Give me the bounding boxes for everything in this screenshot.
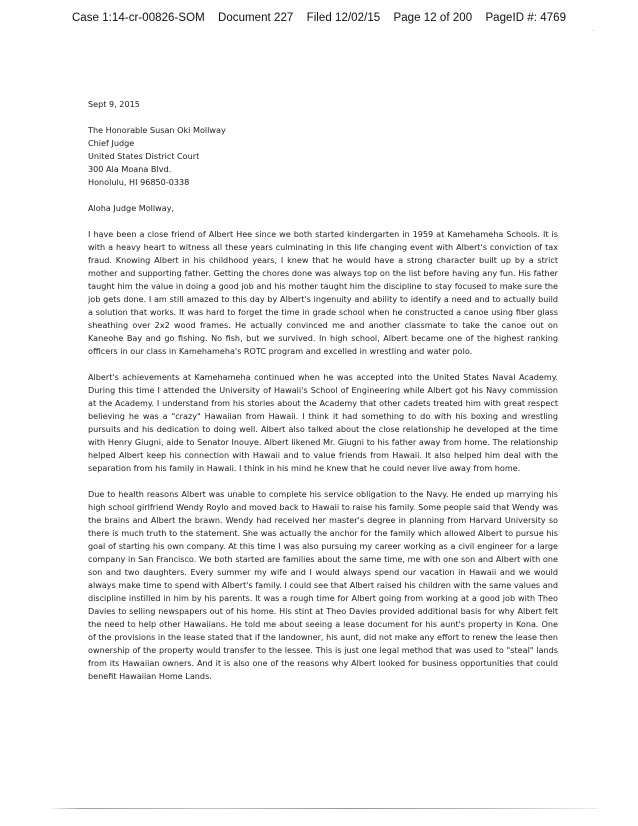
paragraph-family-and-career: Due to health reasons Albert was unable to complete his service obligation to the Navy. He ended up marrying his high school girlfriend Wendy Roylo and moved back to Hawaii to raise his family. Some people said that Wendy was the brains and Albert the brawn. Wendy had received her master's degree in planning from Harvard University so there is much truth to the statement. She was actually the anchor for the family which allowed Albert to pursue his goal of starting his own company. At this time I was also pursuing my career working as a civil engineer for a large company in San Francisco. We both started are families about the same time, me with one son and Albert with one son and two daughters. Every summer my wife and I would always spend our vacation in Hawaii and we would always make time to spend with Albert's family. I could see that Albert raised his children with the same values and discipline instilled in him by his parents. It was a rough time for Albert going from working at a good job with Theo Davies to selling newspapers out of his home. His stint at Theo Davies provided additional basis for why Albert felt the need to help other Hawaiians. He told me about seeing a lease document for his aunt's property in Kona. One of the provisions in the lease stated that if the landowner, his aunt, did not make any effort to renew the lease then ownership of the property would transfer to the lessee. This is just one legal method that was used to "steal" lands from its Hawaiian owners. And it is also one of the reasons why Albert looked for business opportunities that could benefit Hawaiian Home Lands. — [88, 489, 558, 681]
scan-speck — [593, 30, 594, 31]
address-line: 300 Ala Moana Blvd. — [88, 164, 172, 174]
salutation: Aloha Judge Mollway, — [88, 203, 175, 213]
scan-edge-line — [48, 808, 598, 809]
page-id: PageID #: 4769 — [485, 12, 567, 24]
recipient-address — [88, 124, 558, 189]
document-number: Document 227 — [217, 12, 294, 24]
paragraph-naval-academy: Albert's achievements at Kamehameha continued when he was accepted into the United States Naval Academy. During this time I attended the University of Hawaii's School of Engineering while Albert got his Navy commission at the Academy. I understand from his stories about the Academy that other cadets treated him with great respect believing he was a "crazy" Hawaiian from Hawaii. I think it had something to do with his boxing and wrestling pursuits and his dedication to doing well. Albert also talked about the close relationship he developed at the time with Henry Giugni, aide to Senator Inouye. Albert likened Mr. Giugni to his father away from home. The relationship helped Albert keep his connection with Hawaii and to value friends from Hawaii. It also helped him deal with the separation from his family in Hawaii. I think in his mind he knew that he could never live away from home. — [88, 372, 558, 473]
page-number: Page 12 of 200 — [393, 12, 473, 24]
address-line: United States District Court — [88, 151, 200, 161]
address-line: Chief Judge — [88, 138, 135, 148]
case-number: Case 1:14-cr-00826-SOM — [71, 12, 205, 24]
address-line: The Honorable Susan Oki Mollway — [88, 125, 226, 135]
case-header — [0, 12, 638, 24]
filed-date: Filed 12/02/15 — [306, 12, 381, 24]
address-line: Honolulu, HI 96850-0338 — [88, 177, 190, 187]
letter-date: Sept 9, 2015 — [88, 99, 140, 109]
letter-body — [88, 98, 558, 696]
paragraph-childhood: I have been a close friend of Albert Hee since we both started kindergarten in 1959 at Kamehameha Schools. It is with a heavy heart to witness all these years culminating in this life changing event with Albert's conviction of tax fraud. Knowing Albert in his childhood years, I knew that he would have a strong character built up by a strict mother and supporting father. Getting the chores done was always top on the list before having any fun. His father taught him the value in doing a good job and his mother taught him the discipline to stay focused to make sure the job gets done. I am still amazed to this day by Albert's ingenuity and ability to identify a need and to actually build a solution that works. It was hard to forget the time in grade school when he constructed a canoe using fiber glass sheathing over 2x2 wood frames. He actually convinced me and another classmate to take the canoe out on Kaneohe Bay and go fishing. No fish, but we survived. In high school, Albert became one of the highest ranking officers in our class in Kamehameha's ROTC program and excelled in wrestling and water polo. — [88, 229, 558, 356]
